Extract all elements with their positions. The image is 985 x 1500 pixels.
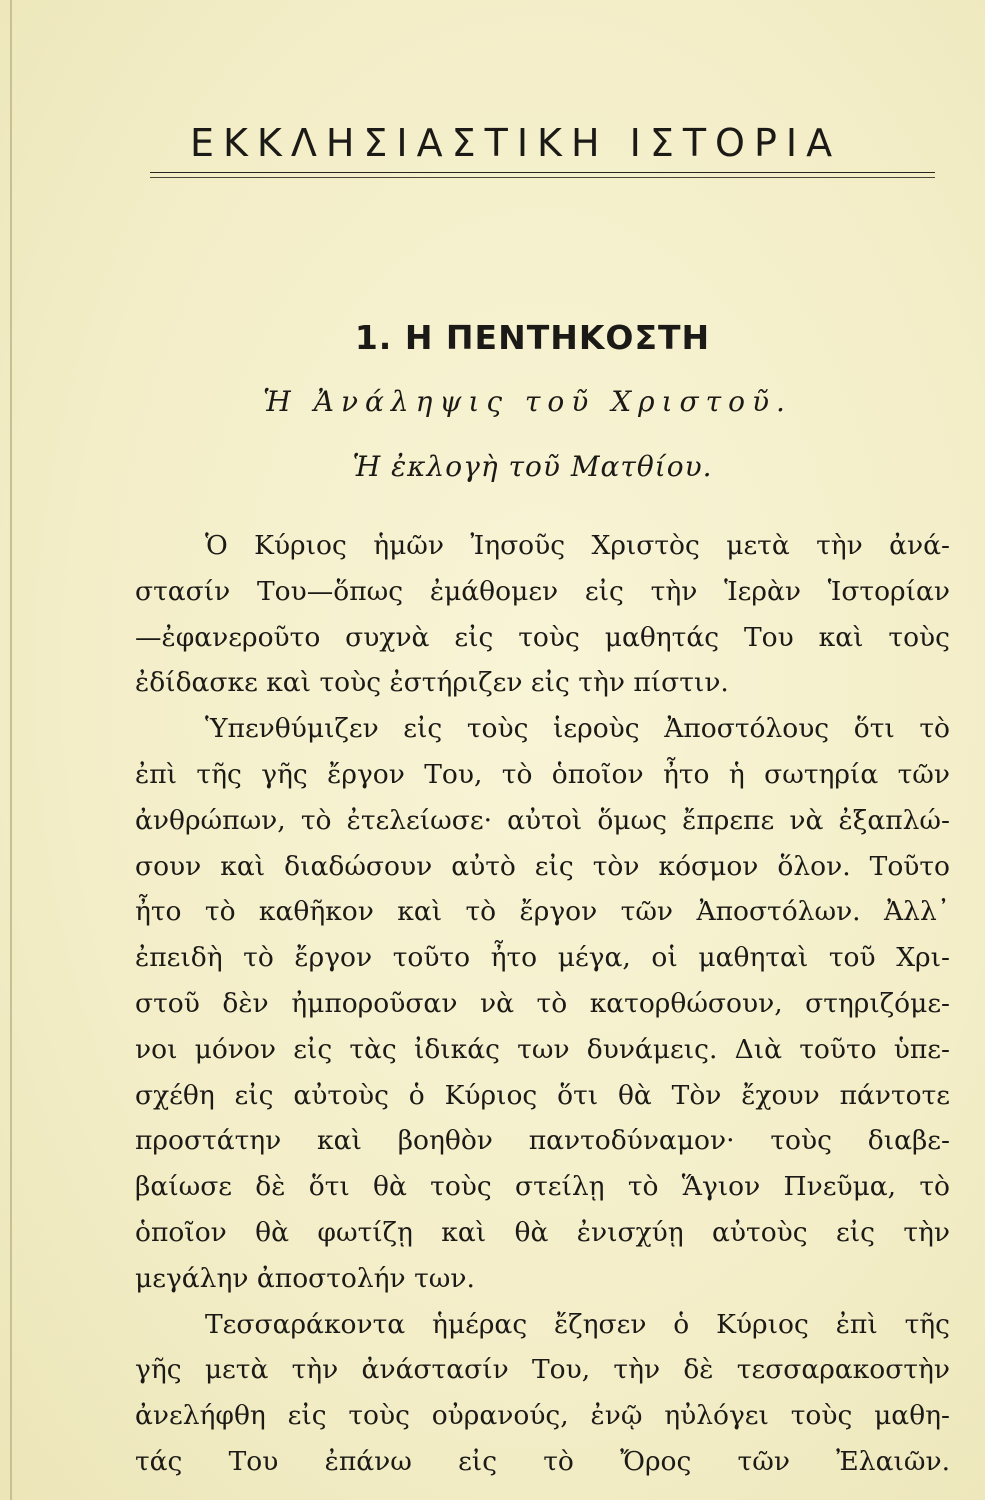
text-line: στασίν Του—ὅπως ἐμάθομεν εἰς τὴν Ἱερὰν Ἱστορίαν (135, 575, 950, 607)
text-line: ἐπειδὴ τὸ ἔργον τοῦτο ἦτο μέγα, οἱ μαθηταὶ τοῦ Χρι- (135, 942, 950, 974)
running-title: ΕΚΚΛΗΣΙΑΣΤΙΚΗ ΙΣΤΟΡΙΑ (190, 121, 842, 165)
chapter-subtitle-matthias: Ἡ ἐκλογὴ τοῦ Ματθίου. (352, 450, 713, 483)
text-line: ἦτο τὸ καθῆκον καὶ τὸ ἔργον τῶν Ἀποστόλων. Ἀλλ᾽ (135, 896, 950, 928)
text-line: —ἐφανεροῦτο συχνὰ εἰς τοὺς μαθητάς Του καὶ τοὺς (135, 621, 950, 653)
chapter-subtitle-ascension: Ἡ Ἀνάληψις τοῦ Χριστοῦ. (263, 385, 792, 418)
chapter-title: 1. Η ΠΕΝΤΗΚΟΣΤΗ (354, 318, 711, 357)
text-line: ἐπὶ τῆς γῆς ἔργον Του, τὸ ὁποῖον ἦτο ἡ σωτηρία τῶν (135, 758, 950, 790)
text-line: ἐδίδασκε καὶ τοὺς ἐστήριζεν εἰς τὴν πίστιν. (135, 667, 729, 699)
text-line: τάς Του ἐπάνω εἰς τὸ Ὄρος τῶν Ἐλαιῶν. (135, 1445, 950, 1477)
text-line: Τεσσαράκοντα ἡμέρας ἔζησεν ὁ Κύριος ἐπὶ τῆς (205, 1308, 950, 1340)
running-header (150, 118, 940, 178)
chapter-heading (0, 318, 985, 357)
text-line: Ὁ Κύριος ἡμῶν Ἰησοῦς Χριστὸς μετὰ τὴν ἀνά- (205, 530, 950, 561)
header-rule-secondary (150, 177, 935, 178)
page-edge (10, 0, 12, 1500)
text-line: σχέθη εἰς αὐτοὺς ὁ Κύριος ὅτι θὰ Τὸν ἔχουν πάντοτε (135, 1079, 950, 1111)
text-line: ἀνθρώπων, τὸ ἐτελείωσε· αὐτοὶ ὅμως ἔπρεπε νὰ ἐξαπλώ- (135, 804, 950, 836)
text-line: σουν καὶ διαδώσουν αὐτὸ εἰς τὸν κόσμον ὅλον. Τοῦτο (135, 850, 950, 882)
text-line: στοῦ δὲν ἠμποροῦσαν νὰ τὸ κατορθώσουν, στηριζόμε- (135, 987, 950, 1019)
text-line: ἀνελήφθη εἰς τοὺς οὐρανούς, ἐνῷ ηὐλόγει τοὺς μαθη- (135, 1400, 950, 1432)
text-line: μεγάλην ἀποστολήν των. (135, 1262, 475, 1294)
text-line: βαίωσε δὲ ὅτι θὰ τοὺς στείλῃ τὸ Ἅγιον Πνεῦμα, τὸ (135, 1171, 950, 1203)
body-text (135, 523, 950, 1485)
text-line: Ὑπενθύμιζεν εἰς τοὺς ἱεροὺς Ἀποστόλους ὅτι τὸ (205, 713, 950, 745)
text-line: γῆς μετὰ τὴν ἀνάστασίν Του, τὴν δὲ τεσσαρακοστὴν (135, 1354, 950, 1386)
text-line: προστάτην καὶ βοηθὸν παντοδύναμον· τοὺς διαβε- (135, 1125, 950, 1157)
text-line: νοι μόνον εἰς τὰς ἰδικάς των δυνάμεις. Διὰ τοῦτο ὑπε- (135, 1033, 950, 1065)
header-rule (150, 172, 935, 173)
text-line: ὁποῖον θὰ φωτίζῃ καὶ θὰ ἐνισχύῃ αὐτοὺς εἰς τὴν (135, 1216, 950, 1248)
